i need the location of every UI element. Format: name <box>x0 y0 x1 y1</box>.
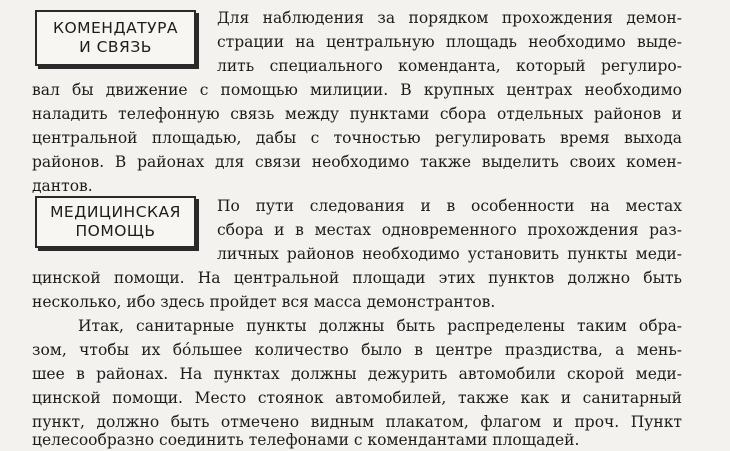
text-line: районов. В районах для связи необходимо также выделить своих комен- <box>32 153 682 171</box>
text-line: личных районов необходимо установить пункты меди- <box>217 245 682 263</box>
text-line: наладить телефонную связь между пунктами сбора отдельных районов и <box>32 105 682 123</box>
sidebar-heading-medical <box>35 196 196 248</box>
text-line: сбора и в местах одновременного прохождения раз- <box>217 221 682 239</box>
text-line: цинской помощи. На центральной площади этих пунктов должно быть <box>32 269 682 287</box>
text-line: несколько, ибо здесь пройдет вся масса демонстрантов. <box>32 293 496 311</box>
sidebar-heading-line: МЕДИЦИНСКАЯ <box>50 203 181 221</box>
sidebar-heading-line: КОМЕНДАТУРА <box>52 19 179 37</box>
text-line: страции на центральную площадь необходимо выде- <box>217 33 682 51</box>
text-line: Для наблюдения за порядком прохождения демон- <box>217 9 682 27</box>
text-line: шее в районах. На пунктах должны дежурить автомобили скорой меди- <box>32 365 682 383</box>
text-line: лить специального коменданта, который регулиро- <box>217 57 682 75</box>
sidebar-heading-line: И СВЯЗЬ <box>79 38 152 56</box>
text-line: зом, чтобы их бо́льшее количество было в центре праздиства, а мень- <box>32 341 682 359</box>
text-line: Итак, санитарные пункты должны быть распределены таким обра- <box>78 317 682 335</box>
sidebar-heading-line: ПОМОЩЬ <box>75 222 156 240</box>
text-line: По пути следования и в особенности на местах <box>217 197 682 215</box>
text-line: целесообразно соединить телефонами с комендантами площадей. <box>32 431 580 449</box>
sidebar-heading-commandant <box>35 10 196 66</box>
text-line: дантов. <box>32 177 93 195</box>
text-line: вал бы движение с помощью милиции. В крупных центрах необходимо <box>32 81 682 99</box>
text-line: пункт, должно быть отмечено видным плакатом, флагом и проч. Пункт <box>32 413 682 431</box>
text-line: цинской помощи. Место стоянок автомобилей, также как и санитарный <box>32 389 682 407</box>
text-line: центральной площадью, дабы с точностью регулировать время выхода <box>32 129 682 147</box>
